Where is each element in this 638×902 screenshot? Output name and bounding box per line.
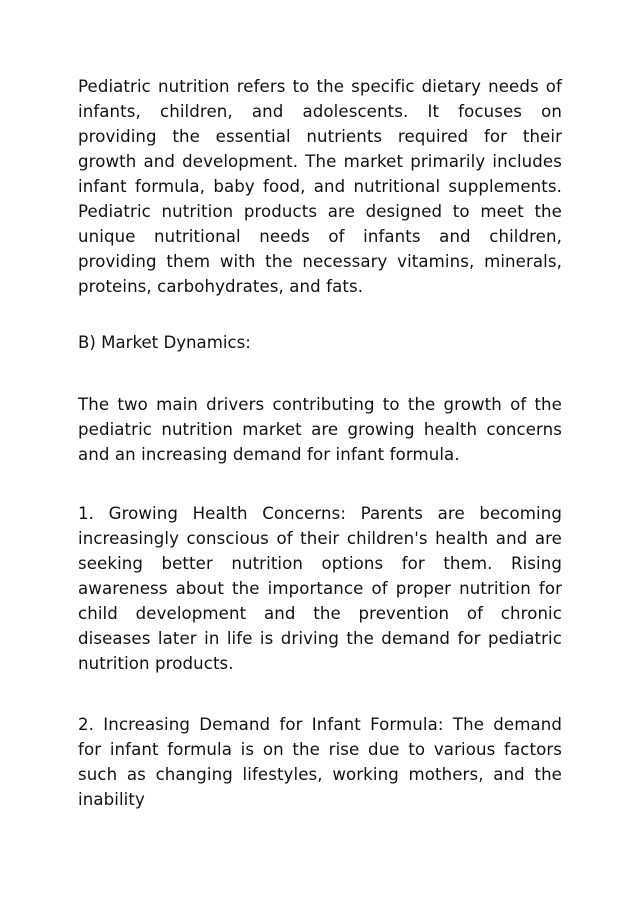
- point-2-paragraph: 2. Increasing Demand for Infant Formula: The demand for infant formula is on the rise due to various factors such as changing lifestyles, working mothers, and the inability: [78, 715, 562, 809]
- section-heading: B) Market Dynamics:: [78, 333, 251, 352]
- drivers-paragraph: The two main drivers contributing to the growth of the pediatric nutrition market are growing health concerns and an increasing demand for infant formula.: [78, 395, 562, 464]
- intro-paragraph: Pediatric nutrition refers to the specific dietary needs of infants, children, and adolescents. It focuses on providing the essential nutrients required for their growth and development. The market primarily includes infant formula, baby food, and nutritional supplements. Pediatric nutrition products are designed to meet the unique nutritional needs of infants and children, providing them with the necessary vitamins, minerals, proteins, carbohydrates, and fats.: [78, 77, 562, 296]
- point-1-paragraph: 1. Growing Health Concerns: Parents are becoming increasingly conscious of their children's health and are seeking better nutrition options for them. Rising awareness about the importance of proper nutrition for child development and the prevention of chronic diseases later in life is driving the demand for pediatric nutrition products.: [78, 504, 562, 673]
- document-body: [78, 74, 562, 812]
